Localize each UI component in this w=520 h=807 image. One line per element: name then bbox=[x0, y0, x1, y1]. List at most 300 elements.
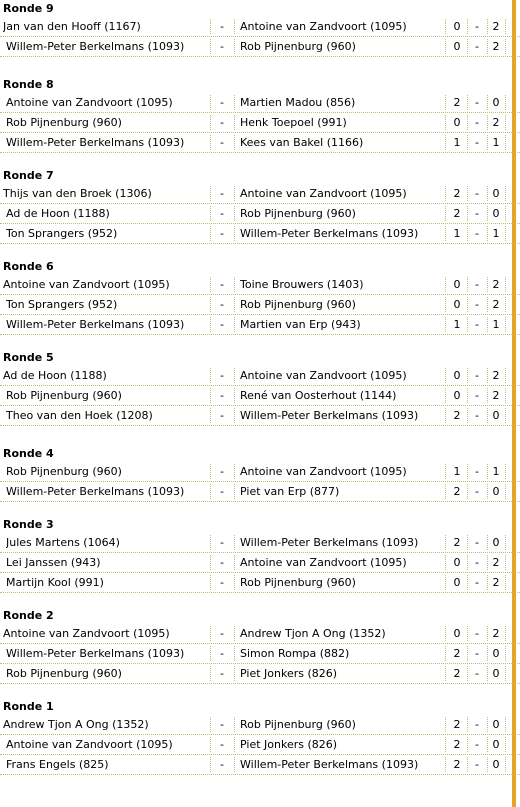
versus-dash: - bbox=[220, 116, 224, 129]
cell-divider bbox=[445, 226, 446, 241]
round-section bbox=[0, 167, 520, 244]
versus-dash: - bbox=[220, 20, 224, 33]
player-white: Antoine van Zandvoort (1095) bbox=[6, 738, 173, 751]
cell-divider bbox=[445, 297, 446, 312]
cell-divider bbox=[210, 737, 211, 752]
versus-dash: - bbox=[220, 227, 224, 240]
cell-divider bbox=[210, 626, 211, 641]
player-black: Willem-Peter Berkelmans (1093) bbox=[240, 758, 419, 771]
cell-divider bbox=[505, 19, 506, 34]
score-black: 0 bbox=[492, 758, 500, 771]
cell-divider bbox=[445, 408, 446, 423]
match-row bbox=[0, 224, 520, 244]
score-white: 1 bbox=[453, 318, 461, 331]
cell-divider bbox=[505, 737, 506, 752]
match-row bbox=[0, 37, 520, 57]
cell-divider bbox=[505, 388, 506, 403]
match-row bbox=[0, 386, 520, 406]
cell-divider bbox=[234, 408, 235, 423]
cell-divider bbox=[487, 19, 488, 34]
player-white: Jules Martens (1064) bbox=[6, 536, 120, 549]
cell-divider bbox=[467, 484, 468, 499]
cell-divider bbox=[210, 555, 211, 570]
cell-divider bbox=[505, 626, 506, 641]
score-black: 0 bbox=[492, 485, 500, 498]
score-white: 2 bbox=[453, 485, 461, 498]
round-title: Ronde 7 bbox=[3, 169, 54, 182]
cell-divider bbox=[467, 626, 468, 641]
cell-divider bbox=[467, 666, 468, 681]
cell-divider bbox=[505, 186, 506, 201]
cell-divider bbox=[487, 368, 488, 383]
match-row bbox=[0, 17, 520, 37]
cell-divider bbox=[210, 408, 211, 423]
player-white: Lei Janssen (943) bbox=[6, 556, 101, 569]
score-dash: - bbox=[475, 647, 479, 660]
cell-divider bbox=[234, 297, 235, 312]
versus-dash: - bbox=[220, 576, 224, 589]
score-black: 0 bbox=[492, 187, 500, 200]
versus-dash: - bbox=[220, 718, 224, 731]
cell-divider bbox=[234, 737, 235, 752]
match-row bbox=[0, 715, 520, 735]
cell-divider bbox=[505, 277, 506, 292]
versus-dash: - bbox=[220, 207, 224, 220]
player-white: Ton Sprangers (952) bbox=[6, 227, 118, 240]
match-row bbox=[0, 462, 520, 482]
cell-divider bbox=[445, 535, 446, 550]
player-white: Willem-Peter Berkelmans (1093) bbox=[6, 485, 185, 498]
versus-dash: - bbox=[220, 409, 224, 422]
score-black: 2 bbox=[492, 556, 500, 569]
player-black: Rob Pijnenburg (960) bbox=[240, 576, 356, 589]
versus-dash: - bbox=[220, 298, 224, 311]
cell-divider bbox=[505, 408, 506, 423]
cell-divider bbox=[210, 186, 211, 201]
cell-divider bbox=[505, 555, 506, 570]
score-black: 0 bbox=[492, 536, 500, 549]
player-black: Martien van Erp (943) bbox=[240, 318, 361, 331]
match-row bbox=[0, 315, 520, 335]
score-black: 0 bbox=[492, 96, 500, 109]
cell-divider bbox=[445, 135, 446, 150]
cell-divider bbox=[505, 135, 506, 150]
cell-divider bbox=[505, 368, 506, 383]
cell-divider bbox=[445, 464, 446, 479]
score-white: 1 bbox=[453, 465, 461, 478]
cell-divider bbox=[505, 206, 506, 221]
round-title: Ronde 2 bbox=[3, 609, 54, 622]
round-title: Ronde 9 bbox=[3, 2, 54, 15]
cell-divider bbox=[445, 19, 446, 34]
versus-dash: - bbox=[220, 536, 224, 549]
match-row bbox=[0, 735, 520, 755]
cell-divider bbox=[487, 535, 488, 550]
score-white: 0 bbox=[453, 627, 461, 640]
cell-divider bbox=[445, 368, 446, 383]
player-black: Willem-Peter Berkelmans (1093) bbox=[240, 409, 419, 422]
player-white: Ad de Hoon (1188) bbox=[3, 369, 107, 382]
player-black: Rob Pijnenburg (960) bbox=[240, 207, 356, 220]
round-section bbox=[0, 698, 520, 775]
cell-divider bbox=[487, 95, 488, 110]
score-black: 0 bbox=[492, 409, 500, 422]
cell-divider bbox=[234, 484, 235, 499]
cell-divider bbox=[234, 226, 235, 241]
score-dash: - bbox=[475, 298, 479, 311]
match-row bbox=[0, 366, 520, 386]
cell-divider bbox=[234, 368, 235, 383]
sheet-edge-bar bbox=[512, 0, 516, 807]
score-dash: - bbox=[475, 227, 479, 240]
score-white: 2 bbox=[453, 536, 461, 549]
score-dash: - bbox=[475, 40, 479, 53]
player-black: Antoine van Zandvoort (1095) bbox=[240, 20, 407, 33]
cell-divider bbox=[467, 717, 468, 732]
match-row bbox=[0, 533, 520, 553]
cell-divider bbox=[505, 575, 506, 590]
cell-divider bbox=[210, 277, 211, 292]
cell-divider bbox=[487, 186, 488, 201]
player-black: René van Oosterhout (1144) bbox=[240, 389, 397, 402]
round-section bbox=[0, 516, 520, 593]
cell-divider bbox=[487, 388, 488, 403]
player-black: Rob Pijnenburg (960) bbox=[240, 298, 356, 311]
cell-divider bbox=[234, 575, 235, 590]
score-black: 0 bbox=[492, 667, 500, 680]
score-dash: - bbox=[475, 369, 479, 382]
versus-dash: - bbox=[220, 485, 224, 498]
round-spacer bbox=[0, 593, 520, 607]
cell-divider bbox=[234, 757, 235, 772]
match-row bbox=[0, 644, 520, 664]
player-white: Willem-Peter Berkelmans (1093) bbox=[6, 136, 185, 149]
player-black: Andrew Tjon A Ong (1352) bbox=[240, 627, 386, 640]
score-white: 0 bbox=[453, 298, 461, 311]
score-dash: - bbox=[475, 389, 479, 402]
round-title: Ronde 5 bbox=[3, 351, 54, 364]
versus-dash: - bbox=[220, 389, 224, 402]
cell-divider bbox=[467, 317, 468, 332]
match-row bbox=[0, 573, 520, 593]
cell-divider bbox=[210, 317, 211, 332]
match-row bbox=[0, 553, 520, 573]
cell-divider bbox=[487, 717, 488, 732]
score-white: 2 bbox=[453, 647, 461, 660]
cell-divider bbox=[210, 757, 211, 772]
score-dash: - bbox=[475, 136, 479, 149]
score-white: 2 bbox=[453, 718, 461, 731]
player-black: Toine Brouwers (1403) bbox=[240, 278, 364, 291]
cell-divider bbox=[234, 19, 235, 34]
score-white: 2 bbox=[453, 738, 461, 751]
cell-divider bbox=[210, 226, 211, 241]
cell-divider bbox=[487, 484, 488, 499]
score-white: 2 bbox=[453, 409, 461, 422]
cell-divider bbox=[445, 115, 446, 130]
score-white: 0 bbox=[453, 576, 461, 589]
versus-dash: - bbox=[220, 465, 224, 478]
cell-divider bbox=[505, 297, 506, 312]
round-section bbox=[0, 0, 520, 57]
cell-divider bbox=[505, 95, 506, 110]
player-white: Antoine van Zandvoort (1095) bbox=[3, 278, 170, 291]
player-white: Jan van den Hooff (1167) bbox=[3, 20, 141, 33]
cell-divider bbox=[210, 646, 211, 661]
score-dash: - bbox=[475, 667, 479, 680]
cell-divider bbox=[445, 666, 446, 681]
score-white: 0 bbox=[453, 556, 461, 569]
match-row bbox=[0, 133, 520, 153]
cell-divider bbox=[445, 555, 446, 570]
cell-divider bbox=[210, 575, 211, 590]
cell-divider bbox=[234, 626, 235, 641]
cell-divider bbox=[210, 19, 211, 34]
score-white: 2 bbox=[453, 96, 461, 109]
match-row bbox=[0, 482, 520, 502]
round-section bbox=[0, 607, 520, 684]
match-row bbox=[0, 184, 520, 204]
score-dash: - bbox=[475, 187, 479, 200]
cell-divider bbox=[487, 737, 488, 752]
cell-divider bbox=[487, 206, 488, 221]
cell-divider bbox=[467, 535, 468, 550]
score-black: 2 bbox=[492, 576, 500, 589]
cell-divider bbox=[487, 226, 488, 241]
cell-divider bbox=[505, 717, 506, 732]
player-black: Antoine van Zandvoort (1095) bbox=[240, 465, 407, 478]
player-black: Rob Pijnenburg (960) bbox=[240, 40, 356, 53]
cell-divider bbox=[505, 115, 506, 130]
score-black: 2 bbox=[492, 40, 500, 53]
match-row bbox=[0, 406, 520, 426]
round-section bbox=[0, 258, 520, 335]
score-dash: - bbox=[475, 465, 479, 478]
match-row bbox=[0, 275, 520, 295]
player-black: Antoine van Zandvoort (1095) bbox=[240, 187, 407, 200]
player-white: Willem-Peter Berkelmans (1093) bbox=[6, 40, 185, 53]
round-spacer bbox=[0, 502, 520, 516]
round-title: Ronde 1 bbox=[3, 700, 54, 713]
cell-divider bbox=[210, 368, 211, 383]
cell-divider bbox=[234, 39, 235, 54]
score-black: 2 bbox=[492, 627, 500, 640]
round-spacer bbox=[0, 153, 520, 167]
versus-dash: - bbox=[220, 758, 224, 771]
player-white: Rob Pijnenburg (960) bbox=[6, 667, 122, 680]
cell-divider bbox=[445, 575, 446, 590]
cell-divider bbox=[210, 297, 211, 312]
round-section bbox=[0, 76, 520, 153]
cell-divider bbox=[505, 226, 506, 241]
cell-divider bbox=[234, 717, 235, 732]
player-black: Piet Jonkers (826) bbox=[240, 667, 338, 680]
score-dash: - bbox=[475, 207, 479, 220]
score-black: 0 bbox=[492, 647, 500, 660]
cell-divider bbox=[210, 135, 211, 150]
score-black: 2 bbox=[492, 116, 500, 129]
player-white: Ad de Hoon (1188) bbox=[6, 207, 110, 220]
cell-divider bbox=[487, 277, 488, 292]
cell-divider bbox=[234, 186, 235, 201]
round-spacer bbox=[0, 244, 520, 258]
score-dash: - bbox=[475, 409, 479, 422]
cell-divider bbox=[445, 484, 446, 499]
cell-divider bbox=[467, 226, 468, 241]
player-white: Antoine van Zandvoort (1095) bbox=[6, 96, 173, 109]
cell-divider bbox=[467, 646, 468, 661]
player-white: Ton Sprangers (952) bbox=[6, 298, 118, 311]
player-white: Martijn Kool (991) bbox=[6, 576, 104, 589]
versus-dash: - bbox=[220, 187, 224, 200]
match-row bbox=[0, 755, 520, 775]
round-title: Ronde 8 bbox=[3, 78, 54, 91]
versus-dash: - bbox=[220, 136, 224, 149]
cell-divider bbox=[445, 206, 446, 221]
match-row bbox=[0, 295, 520, 315]
round-section bbox=[0, 445, 520, 502]
versus-dash: - bbox=[220, 278, 224, 291]
versus-dash: - bbox=[220, 369, 224, 382]
versus-dash: - bbox=[220, 627, 224, 640]
round-title: Ronde 6 bbox=[3, 260, 54, 273]
cell-divider bbox=[467, 408, 468, 423]
cell-divider bbox=[467, 737, 468, 752]
score-white: 2 bbox=[453, 207, 461, 220]
cell-divider bbox=[234, 646, 235, 661]
cell-divider bbox=[467, 757, 468, 772]
score-white: 1 bbox=[453, 136, 461, 149]
cell-divider bbox=[234, 317, 235, 332]
score-white: 0 bbox=[453, 369, 461, 382]
cell-divider bbox=[210, 717, 211, 732]
cell-divider bbox=[467, 388, 468, 403]
cell-divider bbox=[445, 39, 446, 54]
score-dash: - bbox=[475, 556, 479, 569]
cell-divider bbox=[445, 626, 446, 641]
cell-divider bbox=[467, 135, 468, 150]
cell-divider bbox=[467, 555, 468, 570]
versus-dash: - bbox=[220, 556, 224, 569]
cell-divider bbox=[467, 368, 468, 383]
cell-divider bbox=[505, 484, 506, 499]
round-title: Ronde 3 bbox=[3, 518, 54, 531]
player-black: Rob Pijnenburg (960) bbox=[240, 718, 356, 731]
cell-divider bbox=[445, 186, 446, 201]
player-black: Piet Jonkers (826) bbox=[240, 738, 338, 751]
cell-divider bbox=[467, 115, 468, 130]
cell-divider bbox=[234, 464, 235, 479]
versus-dash: - bbox=[220, 318, 224, 331]
cell-divider bbox=[210, 206, 211, 221]
cell-divider bbox=[234, 388, 235, 403]
cell-divider bbox=[487, 317, 488, 332]
score-black: 1 bbox=[492, 465, 500, 478]
player-white: Theo van den Hoek (1208) bbox=[6, 409, 153, 422]
cell-divider bbox=[505, 646, 506, 661]
score-dash: - bbox=[475, 627, 479, 640]
cell-divider bbox=[210, 666, 211, 681]
score-black: 2 bbox=[492, 298, 500, 311]
player-black: Willem-Peter Berkelmans (1093) bbox=[240, 227, 419, 240]
player-white: Antoine van Zandvoort (1095) bbox=[3, 627, 170, 640]
match-row bbox=[0, 664, 520, 684]
cell-divider bbox=[467, 95, 468, 110]
player-black: Willem-Peter Berkelmans (1093) bbox=[240, 536, 419, 549]
score-dash: - bbox=[475, 738, 479, 751]
round-title: Ronde 4 bbox=[3, 447, 54, 460]
player-black: Henk Toepoel (991) bbox=[240, 116, 347, 129]
score-black: 2 bbox=[492, 278, 500, 291]
cell-divider bbox=[467, 464, 468, 479]
cell-divider bbox=[445, 388, 446, 403]
score-white: 2 bbox=[453, 667, 461, 680]
score-dash: - bbox=[475, 318, 479, 331]
cell-divider bbox=[445, 646, 446, 661]
cell-divider bbox=[487, 646, 488, 661]
cell-divider bbox=[234, 95, 235, 110]
cell-divider bbox=[210, 464, 211, 479]
score-white: 0 bbox=[453, 116, 461, 129]
versus-dash: - bbox=[220, 40, 224, 53]
cell-divider bbox=[487, 626, 488, 641]
score-dash: - bbox=[475, 20, 479, 33]
round-section bbox=[0, 349, 520, 426]
cell-divider bbox=[505, 666, 506, 681]
cell-divider bbox=[467, 206, 468, 221]
score-dash: - bbox=[475, 116, 479, 129]
cell-divider bbox=[487, 555, 488, 570]
versus-dash: - bbox=[220, 647, 224, 660]
cell-divider bbox=[445, 317, 446, 332]
cell-divider bbox=[505, 535, 506, 550]
score-black: 0 bbox=[492, 718, 500, 731]
round-spacer bbox=[0, 684, 520, 698]
score-black: 1 bbox=[492, 136, 500, 149]
player-black: Piet van Erp (877) bbox=[240, 485, 340, 498]
cell-divider bbox=[487, 757, 488, 772]
score-black: 2 bbox=[492, 369, 500, 382]
player-white: Andrew Tjon A Ong (1352) bbox=[3, 718, 149, 731]
cell-divider bbox=[445, 95, 446, 110]
cell-divider bbox=[467, 186, 468, 201]
cell-divider bbox=[234, 206, 235, 221]
player-white: Willem-Peter Berkelmans (1093) bbox=[6, 647, 185, 660]
cell-divider bbox=[487, 666, 488, 681]
cell-divider bbox=[467, 277, 468, 292]
score-white: 2 bbox=[453, 758, 461, 771]
score-dash: - bbox=[475, 576, 479, 589]
player-white: Rob Pijnenburg (960) bbox=[6, 389, 122, 402]
cell-divider bbox=[467, 575, 468, 590]
cell-divider bbox=[234, 135, 235, 150]
cell-divider bbox=[234, 555, 235, 570]
score-white: 2 bbox=[453, 187, 461, 200]
cell-divider bbox=[234, 115, 235, 130]
score-dash: - bbox=[475, 536, 479, 549]
versus-dash: - bbox=[220, 96, 224, 109]
score-black: 2 bbox=[492, 389, 500, 402]
cell-divider bbox=[234, 666, 235, 681]
match-row bbox=[0, 204, 520, 224]
cell-divider bbox=[210, 95, 211, 110]
score-dash: - bbox=[475, 278, 479, 291]
cell-divider bbox=[487, 135, 488, 150]
match-row bbox=[0, 93, 520, 113]
round-spacer bbox=[0, 426, 520, 445]
player-white: Rob Pijnenburg (960) bbox=[6, 465, 122, 478]
score-dash: - bbox=[475, 96, 479, 109]
